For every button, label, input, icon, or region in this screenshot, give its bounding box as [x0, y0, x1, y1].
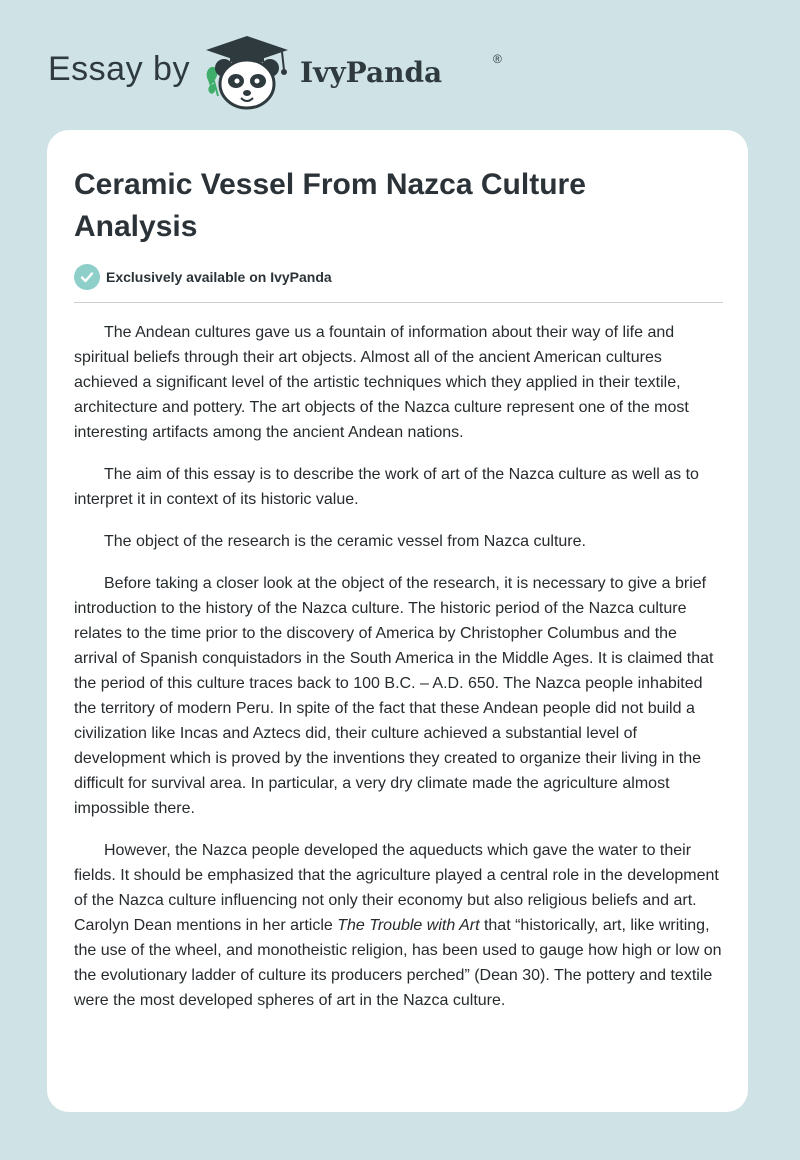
brand-name[interactable]: IvyPanda [300, 56, 443, 89]
exclusive-label: Exclusively available on IvyPanda [106, 269, 332, 285]
paragraph-text: that “historically, art, like writing, the use of the wheel, and monotheistic religion, has been used to gauge how high or low on the evolutionary ladder of culture its producers perched” (Dean 30). The pottery and textile were the most developed spheres of art in the Nazca culture. [74, 917, 722, 1009]
check-icon [74, 264, 100, 290]
essay-by-label: Essay by [48, 50, 190, 88]
brand-header [48, 34, 502, 114]
page-title: Ceramic Vessel From Nazca Culture Analysis [74, 168, 586, 243]
registered-mark: ® [493, 52, 502, 66]
essay-body [74, 320, 724, 1030]
exclusive-badge [74, 264, 332, 290]
panda-graduate-icon[interactable] [202, 34, 292, 110]
divider [74, 302, 723, 303]
paragraph-text: However, the Nazca people developed the aqueducts which gave the water to their fields. It should be emphasized that the agriculture played a central role in the development of the Nazca culture influencing not only their economy but also religious beliefs and art. Carolyn Dean mentions in her article [74, 842, 719, 934]
article-title-reference: The Trouble with Art [337, 917, 480, 934]
paragraph: The aim of this essay is to describe the work of art of the Nazca culture as well as to interpret it in context of its historic value. [74, 466, 699, 508]
essay-card [47, 130, 748, 1112]
paragraph [74, 838, 724, 1013]
paragraph: The object of the research is the ceramic vessel from Nazca culture. [104, 533, 586, 550]
paragraph: The Andean cultures gave us a fountain of information about their way of life and spiritual beliefs through their art objects. Almost all of the ancient American cultures achieved a significant level of the artistic techniques which they applied in their textile, architecture and pottery. The art objects of the Nazca culture represent one of the most interesting artifacts among the ancient Andean nations. [74, 324, 689, 441]
paragraph: Before taking a closer look at the object of the research, it is necessary to give a brief introduction to the history of the Nazca culture. The historic period of the Nazca culture relates to the time prior to the discovery of America by Christopher Columbus and the arrival of Spanish conquistadors in the South America in the Middle Ages. It is claimed that the period of this culture traces back to 100 B.C. – A.D. 650. The Nazca people inhabited the territory of modern Peru. In spite of the fact that these Andean people did not build a civilization like Incas and Aztecs did, their culture achieved a substantial level of development which is proved by the inventions they created to organize their living in the difficult for survival area. In particular, a very dry climate made the agriculture almost impossible there. [74, 575, 714, 817]
